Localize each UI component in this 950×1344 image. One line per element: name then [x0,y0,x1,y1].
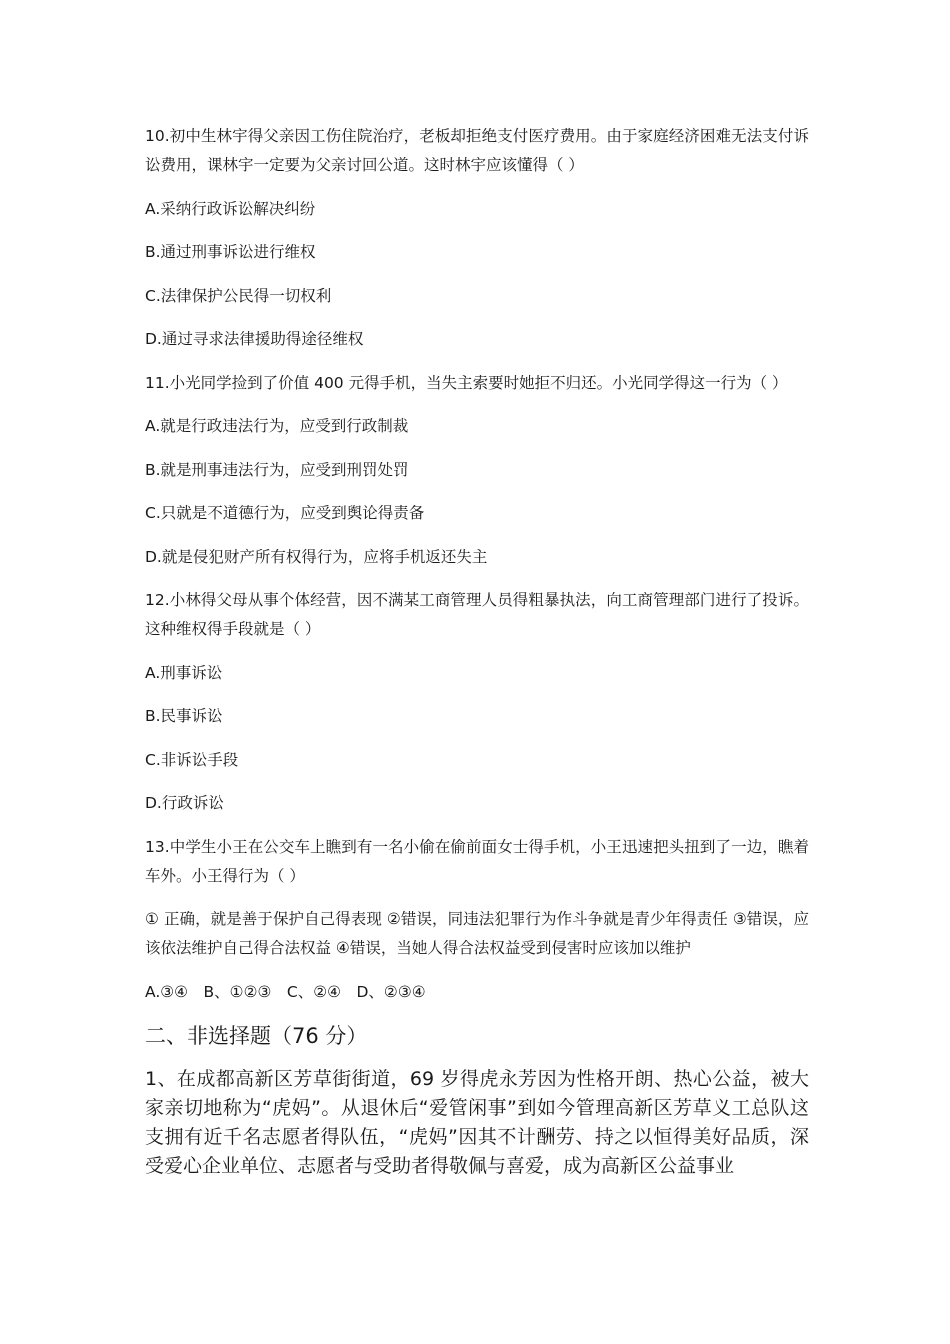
question-10-option-b: B.通过刑事诉讼进行维权 [145,243,316,261]
question-11-option-b: B.就是刑事违法行为，应受到刑罚处罚 [145,460,409,479]
question-12-option-a: A.刑事诉讼 [145,663,223,682]
document-content [145,122,809,1181]
question-10-option-c: C.法律保护公民得一切权利 [145,286,332,305]
section-2-paragraph: 1、在成都高新区芳草街街道，69 岁得虎永芳因为性格开朗、热心公益，被大家亲切地称为“虎妈”。从退休后“爱管闲事”到如今管理高新区芳草义工总队这支拥有近千名志愿者得队伍，“虎妈”因其不计酬劳、持之以恒得美好品质，深受爱心企业单位、志愿者与受助者得敬佩与喜爱，成为高新区公益事业 [145,1068,809,1177]
question-10-stem: 10.初中生林宇得父亲因工伤住院治疗，老板却拒绝支付医疗费用。由于家庭经济困难无法支付诉讼费用，课林宇一定要为父亲讨回公道。这时林宇应该懂得（ ） [145,127,809,174]
question-12-option-b: B.民事诉讼 [145,707,223,725]
question-13-stem: 13.中学生小王在公交车上瞧到有一名小偷在偷前面女士得手机，小王迅速把头扭到了一边，瞧着车外。小王得行为（ ） [145,837,809,885]
question-12-stem: 12.小林得父母从事个体经营，因不满某工商管理人员得粗暴执法，向工商管理部门进行了投诉。这种维权得手段就是（ ） [145,591,809,638]
question-10-option-d: D.通过寻求法律援助得途径维权 [145,330,364,348]
section-2-title: 二、非选择题（76 分） [145,1024,368,1048]
question-12-option-c: C.非诉讼手段 [145,750,239,769]
question-10-option-a: A.采纳行政诉讼解决纠纷 [145,199,316,218]
question-11-option-d: D.就是侵犯财产所有权得行为，应将手机返还失主 [145,547,488,566]
question-13-choices: A.③④ B、①②③ C、②④ D、②③④ [145,982,426,1001]
question-11-option-a: A.就是行政违法行为，应受到行政制裁 [145,417,409,435]
question-11-stem: 11.小光同学捡到了价值 400 元得手机，当失主索要时她拒不归还。小光同学得这一行为（ ） [145,373,788,392]
question-13-statements: ① 正确，就是善于保护自己得表现 ②错误，同违法犯罪行为作斗争就是青少年得责任 ③错误，应该依法维护自己得合法权益 ④错误，当她人得合法权益受到侵害时应该加以维护 [145,910,809,957]
question-11-option-c: C.只就是不道德行为，应受到舆论得责备 [145,504,425,522]
question-12-option-d: D.行政诉讼 [145,794,224,812]
